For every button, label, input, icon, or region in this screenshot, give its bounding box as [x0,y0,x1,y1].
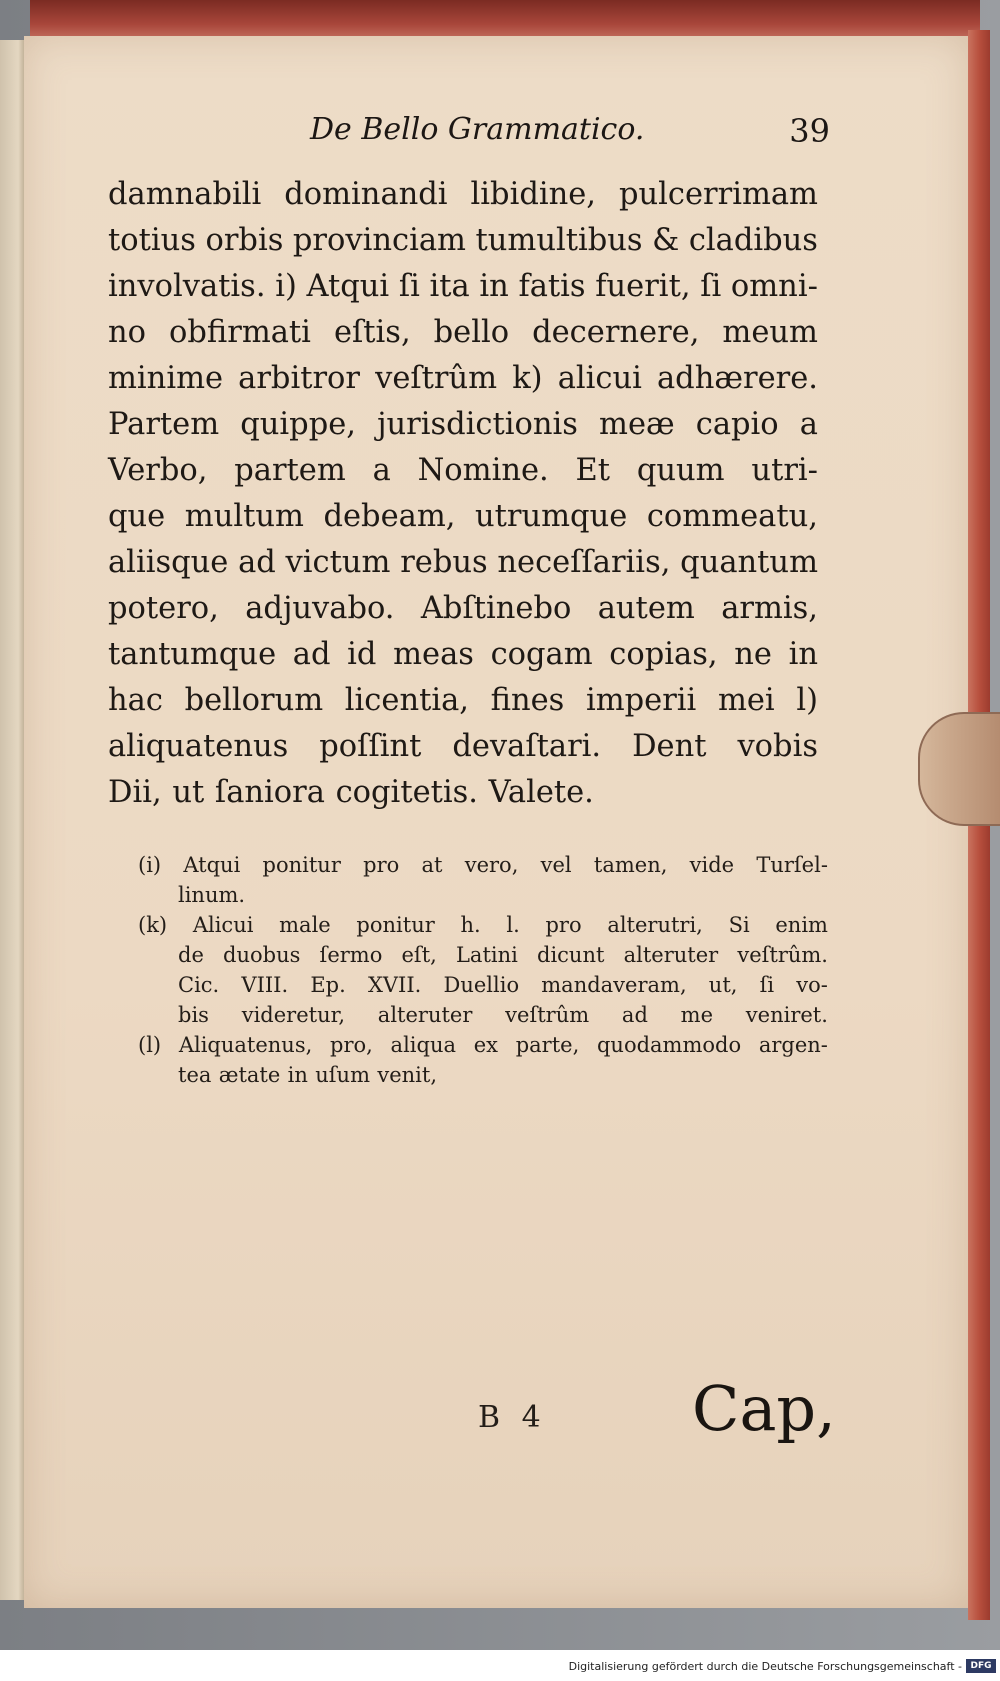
text-line: totius orbis provinciam tumultibus & cladibus [108,223,818,258]
page-header [310,112,830,156]
text-line: Dii, ut ſaniora cogitetis. Valete. [108,775,594,810]
footnote-line: (k) Alicui male ponitur h. l. pro alterutri, Si enim [138,913,828,937]
text-line: Verbo, partem a Nomine. Et quum utri- [108,453,818,488]
footnote-line: de duobus ſermo eſt, Latini dicunt alteruter veſtrûm. [178,943,828,967]
digitization-credit: Digitalisierung gefördert durch die Deutsche Forschungsgemeinschaft - [568,1660,962,1673]
bookmark-tab [918,712,1000,826]
footnote-line: Cic. VIII. Ep. XVII. Duellio mandaveram, ut, ſi vo- [178,973,828,997]
footnote-line: tea ætate in uſum venit, [178,1063,437,1087]
text-line: que multum debeam, utrumque commeatu, [108,499,818,534]
footnote-line: (i) Atqui ponitur pro at vero, vel tamen, vide Turſel- [138,853,828,877]
page-number: 39 [789,112,830,150]
book-top-edge [30,0,980,40]
text-line: Partem quippe, jurisdictionis meæ capio a [108,407,818,442]
text-line: hac bellorum licentia, fines imperii mei l) [108,683,818,718]
footnote-line: linum. [178,883,246,907]
text-line: damnabili dominandi libidine, pulcerrimam [108,177,818,212]
text-line: aliisque ad victum rebus neceſſariis, quantum [108,545,818,580]
text-line: involvatis. i) Atqui ſi ita in fatis fuerit, ſi omni- [108,269,818,304]
text-line: tantumque ad id meas cogam copias, ne in [108,637,818,672]
signature-mark: B 4 [478,1400,547,1435]
text-line: potero, adjuvabo. Abſtinebo autem armis, [108,591,818,626]
running-title: De Bello Grammatico. [310,112,645,147]
main-text [108,172,818,816]
footnotes [138,850,828,1090]
footnote-line: bis videretur, alteruter veſtrûm ad me veniret. [178,1003,828,1027]
text-line: no obfirmati eſtis, bello decernere, meum [108,315,818,350]
dfg-logo: DFG [966,1659,996,1673]
text-line: aliquatenus poſſint devaſtari. Dent vobis [108,729,818,764]
text-line: minime arbitror veſtrûm k) alicui adhærere. [108,361,818,396]
catchword: Cap, [692,1372,836,1445]
book-spine-edge [0,40,26,1600]
footnote-line: (l) Aliquatenus, pro, aliqua ex parte, quodammodo argen- [138,1033,828,1057]
